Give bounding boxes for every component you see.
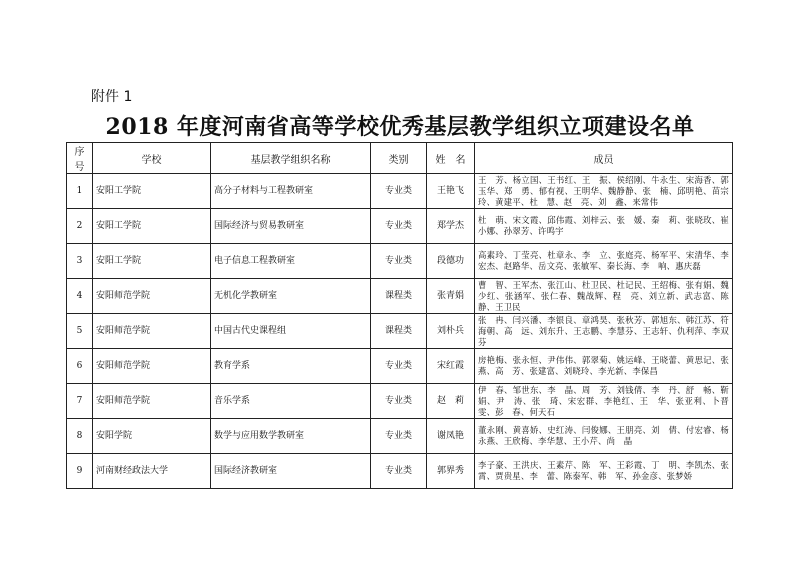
- row-members: 董永刚、黄喜娇、史红涛、闫俊娜、王朋亮、刘 倩、付宏睿、杨永燕、王欣梅、李华慧、王小芹、尚 晶: [475, 419, 733, 454]
- row-leader: 郑学杰: [427, 209, 475, 244]
- row-leader: 谢凤艳: [427, 419, 475, 454]
- row-school: 安阳师范学院: [93, 314, 211, 349]
- row-school: 安阳师范学院: [93, 349, 211, 384]
- table-row: [67, 454, 733, 489]
- row-members: 曹 智、王军杰、张江山、杜卫民、杜记民、王绍梅、张有娟、魏少红、张涵军、张仁春、魏战辉、程 亮、刘立新、武志富、陈 静、王卫民: [475, 279, 733, 314]
- row-school: 安阳工学院: [93, 244, 211, 279]
- row-category: 专业类: [371, 419, 427, 454]
- row-members: 王 芳、杨立国、王书红、王 振、侯绍刚、牛永生、宋海香、郭玉华、郑 勇、郁有视、王明华、魏静静、张 楠、邱明艳、苗宗玲、黄建平、杜 慧、赵 亮、刘 鑫、来常伟: [475, 174, 733, 209]
- row-members: 李子豪、王洪庆、王素芹、陈 军、王彩霞、丁 明、李凯杰、张 霄、贾贵星、李 蕾、陈泰军、韩 军、孙金彦、张梦娇: [475, 454, 733, 489]
- row-index: 7: [67, 384, 93, 419]
- row-org-name: 无机化学教研室: [211, 279, 371, 314]
- row-school: 安阳学院: [93, 419, 211, 454]
- attachment-label: 附件 1: [91, 89, 133, 105]
- row-leader: 段德功: [427, 244, 475, 279]
- row-category: 课程类: [371, 279, 427, 314]
- row-school: 河南财经政法大学: [93, 454, 211, 489]
- row-org-name: 国际经济与贸易教研室: [211, 209, 371, 244]
- row-org-name: 高分子材料与工程教研室: [211, 174, 371, 209]
- row-members: 房艳梅、张永恒、尹伟伟、郭翠菊、姚运峰、王晓蕾、黄思记、张 燕、高 芳、张建富、刘晓玲、李光新、李保昌: [475, 349, 733, 384]
- row-school: 安阳师范学院: [93, 384, 211, 419]
- row-index: 3: [67, 244, 93, 279]
- row-org-name: 音乐学系: [211, 384, 371, 419]
- header-index: 序号: [67, 143, 93, 174]
- table-row: [67, 349, 733, 384]
- row-leader: 宋红霞: [427, 349, 475, 384]
- row-index: 2: [67, 209, 93, 244]
- row-members: 杜 萌、宋文霞、邱伟霞、刘梓云、张 媛、秦 莉、张晓玫、崔小娜、孙翠芳、许鸣宇: [475, 209, 733, 244]
- row-org-name: 教育学系: [211, 349, 371, 384]
- row-index: 1: [67, 174, 93, 209]
- header-category: 类别: [371, 143, 427, 174]
- document-title: 2018 年度河南省高等学校优秀基层教学组织立项建设名单: [105, 114, 695, 140]
- row-leader: 王艳飞: [427, 174, 475, 209]
- header-members: 成员: [475, 143, 733, 174]
- table-row: [67, 244, 733, 279]
- row-school: 安阳工学院: [93, 209, 211, 244]
- table-row: [67, 419, 733, 454]
- table-row: [67, 279, 733, 314]
- row-leader: 郭界秀: [427, 454, 475, 489]
- row-category: 专业类: [371, 349, 427, 384]
- header-org-name: 基层教学组织名称: [211, 143, 371, 174]
- row-category: 专业类: [371, 244, 427, 279]
- row-school: 安阳师范学院: [93, 279, 211, 314]
- row-members: 张 冉、闫兴潘、李银良、章鸿昊、张秋芳、郭旭东、韩江苏、符海朝、高 远、刘东升、王志鹏、李慧芬、王志轩、仇利萍、李双芬: [475, 314, 733, 349]
- row-leader: 赵 莉: [427, 384, 475, 419]
- row-leader: 张青娟: [427, 279, 475, 314]
- table-row: [67, 174, 733, 209]
- row-org-name: 电子信息工程教研室: [211, 244, 371, 279]
- row-index: 5: [67, 314, 93, 349]
- table-header-row: [67, 143, 733, 174]
- row-category: 专业类: [371, 209, 427, 244]
- row-index: 8: [67, 419, 93, 454]
- row-index: 9: [67, 454, 93, 489]
- row-category: 课程类: [371, 314, 427, 349]
- row-category: 专业类: [371, 384, 427, 419]
- row-category: 专业类: [371, 454, 427, 489]
- row-members: 高素玲、丁莹亮、杜章永、李 立、张庭亮、杨军平、宋清华、李宏杰、赵路华、岳文亮、张敏军、秦长海、李 响、惠庆磊: [475, 244, 733, 279]
- row-org-name: 数学与应用数学教研室: [211, 419, 371, 454]
- row-category: 专业类: [371, 174, 427, 209]
- row-index: 6: [67, 349, 93, 384]
- table-row: [67, 209, 733, 244]
- table-row: [67, 314, 733, 349]
- row-school: 安阳工学院: [93, 174, 211, 209]
- row-org-name: 国际经济教研室: [211, 454, 371, 489]
- roster-table: [66, 142, 738, 489]
- header-leader-name: 姓 名: [427, 143, 475, 174]
- table-row: [67, 384, 733, 419]
- row-leader: 刘朴兵: [427, 314, 475, 349]
- row-org-name: 中国古代史课程组: [211, 314, 371, 349]
- header-school: 学校: [93, 143, 211, 174]
- row-members: 伊 春、邹世东、李 晶、周 芳、刘钱倩、李 丹、舒 畅、靳 娟、尹 涛、张 琦、宋宏群、李艳红、王 华、张亚利、卜晋雯、彭 春、何天石: [475, 384, 733, 419]
- row-index: 4: [67, 279, 93, 314]
